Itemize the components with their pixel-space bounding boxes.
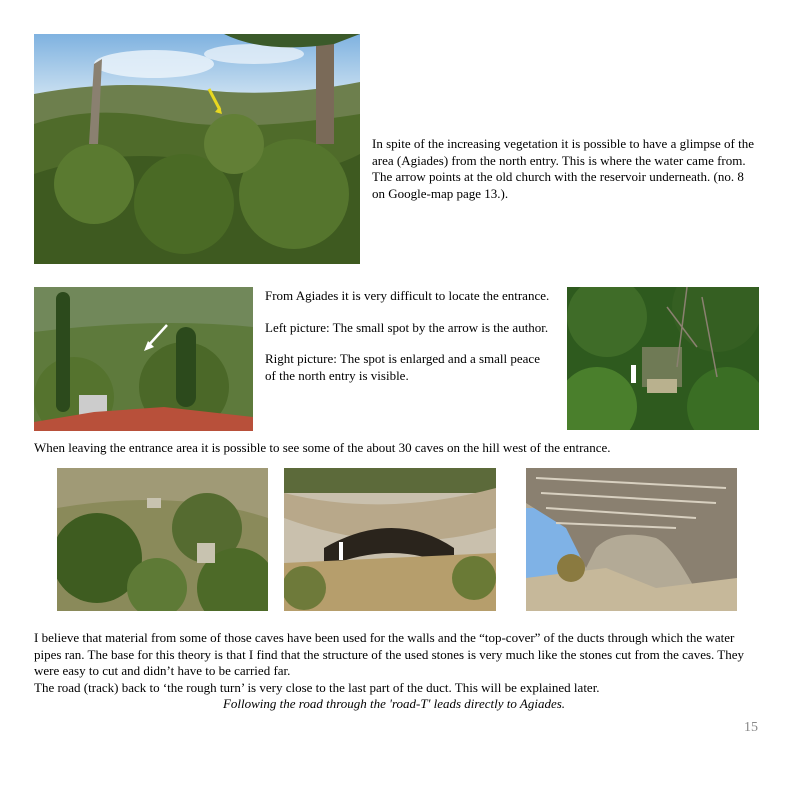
middle-paragraph-2: Left picture: The small spot by the arrow is the author. <box>265 319 549 335</box>
road-paragraph: The road (track) back to ‘the rough turn’ is very close to the last part of the duct. This will be explained later. <box>34 679 600 695</box>
photo-cave-overhang <box>526 468 737 611</box>
photo-author-spot <box>34 287 253 431</box>
middle-paragraph-3: Right picture: The spot is enlarged and a small peace of the north entry is visible. <box>265 351 540 383</box>
stone-theory-paragraph: I believe that material from some of those caves have been used for the walls and the “top-cover” of the ducts through which the water pipes ran. The base for this theory is that I find that the structure of the used stones is very much like the stones cut from the caves. They were easy to cut and didn’t have to be carried far. <box>34 630 745 678</box>
middle-paragraph-1: From Agiades it is very difficult to locate the entrance. <box>265 288 550 303</box>
photo-cave-opening <box>284 468 496 611</box>
photo-hillside-caves <box>57 468 268 611</box>
photo-north-entry-enlarged <box>567 287 759 430</box>
road-t-note: Following the road through the 'road-T' leads directly to Agiades. <box>222 696 566 711</box>
bottom-text <box>34 630 754 713</box>
middle-text <box>265 288 553 384</box>
page-number: 15 <box>744 720 758 735</box>
caves-intro: When leaving the entrance area it is possible to see some of the about 30 caves on the hill west of the entrance. <box>34 440 611 455</box>
photo-agiades-view <box>34 34 360 264</box>
agiades-caption: In spite of the increasing vegetation it is possible to have a glimpse of the area (Agiades) from the north entry. This is where the water came from. The arrow points at the old church with the reservoir underneath. (no. 8 on Google-map page 13.). <box>372 136 754 201</box>
